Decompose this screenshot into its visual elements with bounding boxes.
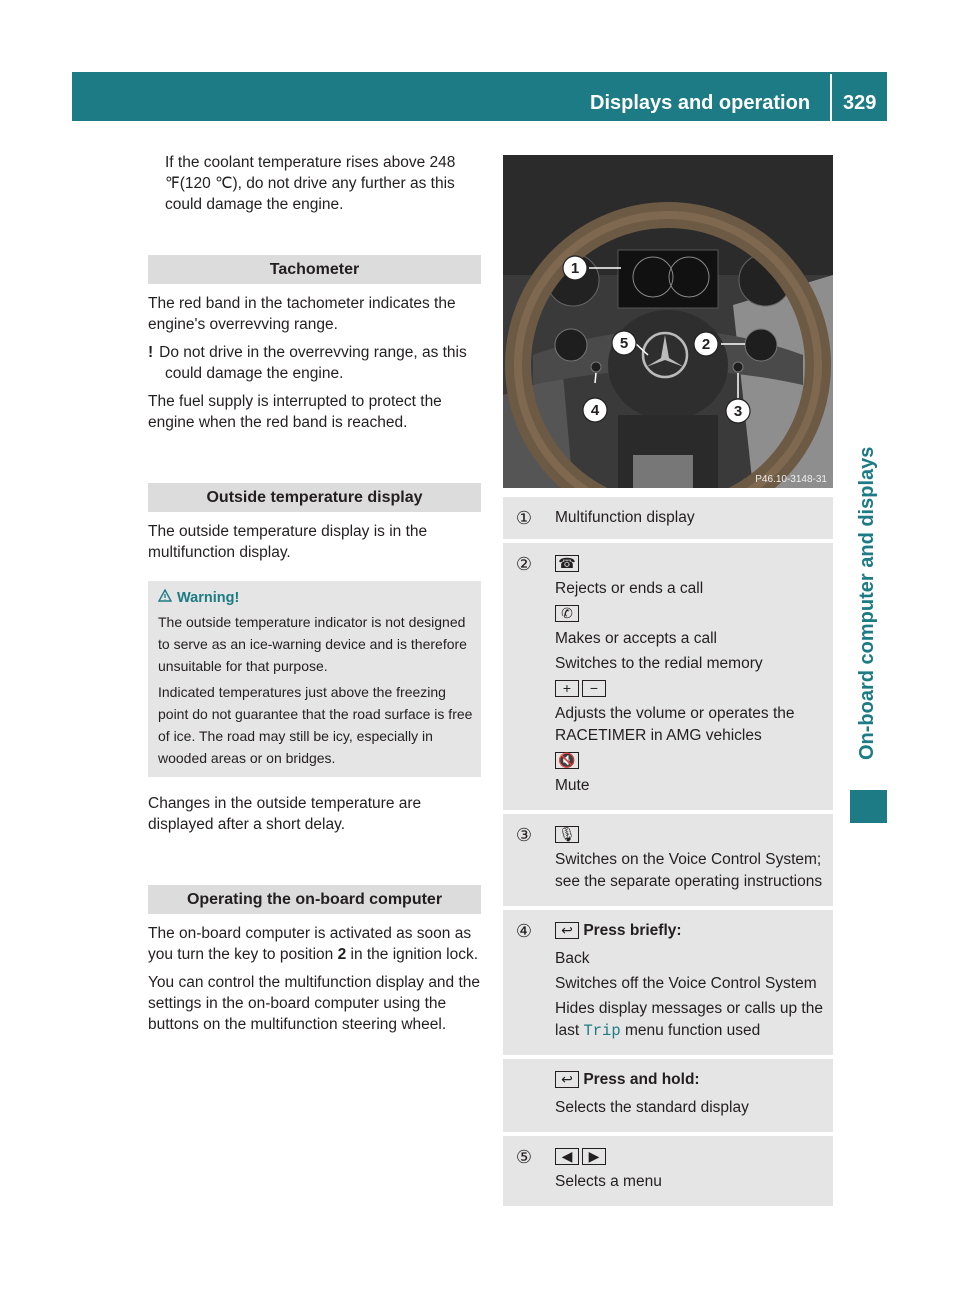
volume-text: Adjusts the volume or operates the RACETIMER in AMG vehicles: [555, 705, 795, 744]
mute-text: Mute: [555, 777, 590, 794]
row-number: ②: [515, 554, 533, 574]
press-briefly-label: Press briefly:: [583, 922, 682, 939]
end-call-icon: ☎: [555, 555, 579, 572]
row-number: ①: [515, 508, 533, 528]
warning-triangle-icon: [158, 587, 172, 609]
arrow-left-icon: ◀: [555, 1148, 579, 1165]
warning-text-2: Indicated temperatures just above the freezing point do not guarantee that the road surface is free of ice. The road may still be icy, especially in wooded areas or on bridges.: [158, 684, 473, 766]
header-separator: [830, 74, 832, 121]
back-text: Back: [555, 950, 590, 967]
table-row: [503, 497, 833, 539]
callout-4: 4: [590, 402, 600, 419]
row-content: [545, 543, 833, 810]
callout-2: 2: [701, 336, 711, 353]
voice-control-icon: 🎙: [555, 826, 579, 843]
warning-title: [158, 587, 473, 609]
redial-text: Switches to the redial memory: [555, 655, 763, 672]
end-call-text: Rejects or ends a call: [555, 580, 704, 597]
onboard-heading: Operating the on-board computer: [148, 885, 481, 914]
arrow-right-icon: ▶: [582, 1148, 606, 1165]
accept-call-icon: ✆: [555, 605, 579, 622]
onboard-text: [148, 923, 481, 965]
table-row: [503, 1136, 833, 1206]
row-number-empty: [503, 1059, 545, 1132]
outside-temp-heading: Outside temperature display: [148, 483, 481, 512]
row-content: [545, 1136, 833, 1206]
page-title: Displays and operation: [590, 92, 811, 114]
plus-icon: +: [555, 680, 579, 697]
hide-messages-part: Hides display messages or calls up the last: [555, 1000, 823, 1039]
row-text: Multifunction display: [555, 509, 695, 526]
outside-temp-text: The outside temperature display is in the multifunction display.: [148, 523, 428, 561]
side-tab-label: On-board computer and displays: [856, 446, 878, 760]
outside-temp-delay-text: Changes in the outside temperature are displayed after a short delay.: [148, 795, 422, 833]
warning-text-1: The outside temperature indicator is not designed to serve as an ice-warning device and is therefore unsuitable for that purpose.: [158, 614, 467, 674]
row-content: [545, 1059, 833, 1132]
hide-messages-part: menu function used: [620, 1022, 761, 1039]
callout-1: 1: [570, 260, 580, 277]
warning-box: [148, 581, 481, 777]
row-number: ③: [515, 825, 533, 845]
back-icon: ↩: [555, 1071, 579, 1088]
tachometer-notice: [148, 342, 481, 384]
trip-menu-name: Trip: [583, 1022, 621, 1040]
left-column: [148, 152, 481, 1042]
voice-off-text: Switches off the Voice Control System: [555, 975, 817, 992]
table-row: [503, 543, 833, 810]
standard-display-text: Selects the standard display: [555, 1099, 749, 1116]
warning-title-text: Warning!: [177, 590, 240, 606]
photo-code: P46.10-3148-31: [755, 474, 827, 485]
steering-wheel-photo: [503, 155, 833, 488]
key-position: 2: [337, 946, 347, 963]
notice-icon: !: [148, 344, 154, 361]
tachometer-text: The red band in the tachometer indicates the engine's overrevving range.: [148, 295, 456, 333]
accept-call-text: Makes or accepts a call: [555, 630, 717, 647]
notice-text: Do not drive in the overrevving range, as this could damage the engine.: [159, 344, 467, 382]
table-row: [503, 814, 833, 906]
table-row: [503, 910, 833, 1055]
row-content: [545, 910, 833, 1055]
tachometer-heading: Tachometer: [148, 255, 481, 284]
side-tab-marker: [850, 790, 887, 823]
row-number: ④: [515, 921, 533, 941]
back-icon: ↩: [555, 922, 579, 939]
minus-icon: −: [582, 680, 606, 697]
select-menu-text: Selects a menu: [555, 1173, 662, 1190]
coolant-note: If the coolant temperature rises above 248 ℉(120 ℃), do not drive any further as this could damage the engine.: [165, 154, 456, 213]
callout-5: 5: [619, 335, 629, 352]
table-row: [503, 1059, 833, 1132]
press-hold-label: Press and hold:: [583, 1071, 700, 1088]
onboard-text-part: The on-board computer is activated as soon as you turn the key to position: [148, 925, 472, 963]
page-number: 329: [843, 92, 877, 114]
hide-messages-text: [555, 998, 825, 1042]
callout-table: [503, 497, 833, 1210]
callout-3: 3: [733, 403, 743, 420]
mute-icon: 🔇: [555, 752, 579, 769]
row-number: ⑤: [515, 1147, 533, 1167]
onboard-text-part: in the ignition lock.: [346, 946, 479, 963]
row-content: [545, 814, 833, 906]
onboard-text-2: You can control the multifunction display and the settings in the on-board computer using the buttons on the multifunction steering wheel.: [148, 974, 481, 1033]
tachometer-text-2: The fuel supply is interrupted to protect the engine when the red band is reached.: [148, 393, 442, 431]
voice-control-text: Switches on the Voice Control System; see the separate operating instructions: [555, 851, 823, 890]
